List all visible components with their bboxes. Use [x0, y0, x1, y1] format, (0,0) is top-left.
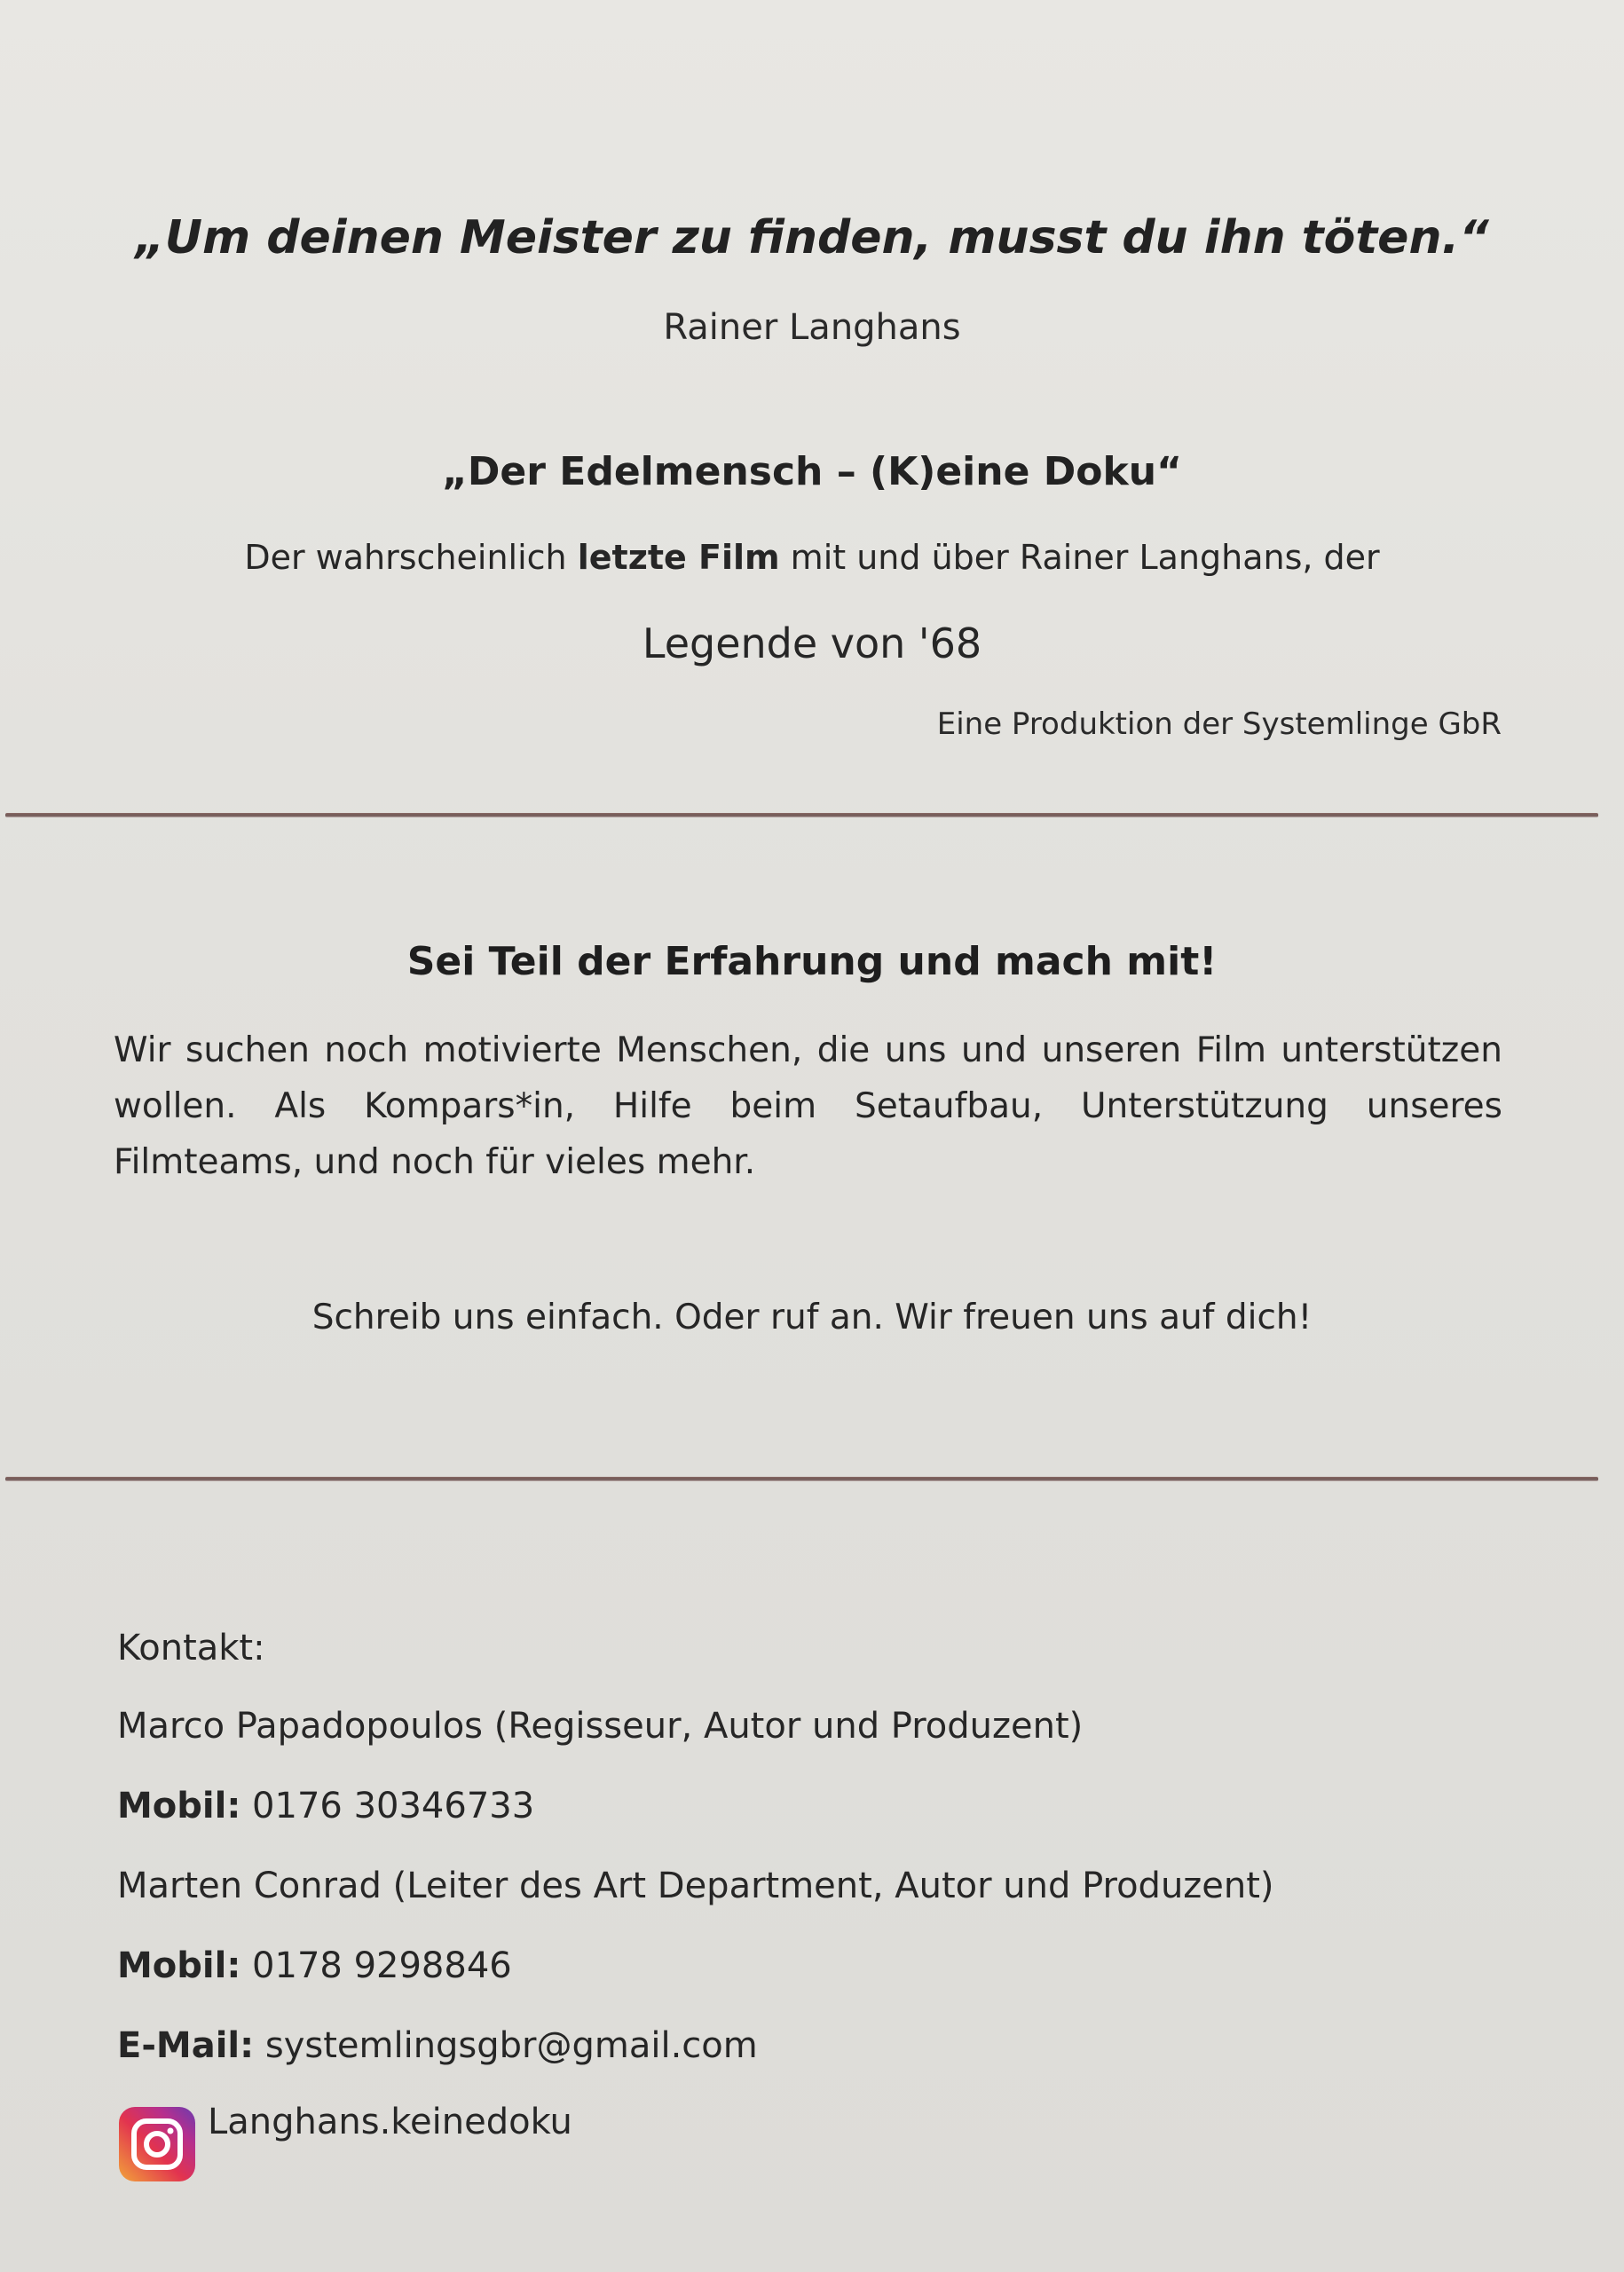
contact-email — [117, 2025, 758, 2066]
instagram-handle[interactable]: Langhans.keinedoku — [208, 2102, 572, 2142]
instagram-icon[interactable] — [119, 2107, 195, 2181]
email-label: E-Mail: — [117, 2025, 255, 2066]
quote-text: „Um deinen Meister zu finden, musst du ihn töten.“ — [135, 211, 1489, 264]
section-divider-bottom — [5, 1477, 1598, 1481]
instagram-glyph — [119, 2107, 195, 2181]
section-divider-top — [5, 813, 1598, 817]
film-description — [0, 538, 1624, 577]
contact-person-1: Marco Papadopoulos (Regisseur, Autor und Produzent) — [117, 1706, 1084, 1747]
legend-line: Legende von '68 — [642, 619, 982, 667]
cta-body: Wir suchen noch motivierte Menschen, die uns und unseren Film unterstützen wollen. Als Kompars*in, Hilfe beim Setaufbau, Unterstützung unseres Filmteams, und noch für vieles mehr. — [114, 1030, 1502, 1182]
cta-title: Sei Teil der Erfahrung und mach mit! — [406, 939, 1218, 984]
email-address[interactable]: systemlingsgbr@gmail.com — [254, 2025, 758, 2066]
film-description-part1: Der wahrscheinlich — [244, 538, 578, 577]
mobile-label: Mobil: — [117, 1786, 241, 1826]
mobile-label: Mobil: — [117, 1945, 241, 1986]
film-description-part2: mit und über Rainer Langhans, der — [779, 538, 1380, 577]
cta-note: Schreib uns einfach. Oder ruf an. Wir freuen uns auf dich! — [311, 1298, 1313, 1337]
contact-heading: Kontakt: — [117, 1628, 265, 1668]
mobile-number-1[interactable]: 0176 30346733 — [240, 1786, 535, 1826]
quote-author: Rainer Langhans — [663, 307, 961, 348]
mobile-number-2[interactable]: 0178 9298846 — [240, 1945, 512, 1986]
contact-person-2: Marten Conrad (Leiter des Art Department, Autor und Produzent) — [117, 1866, 1274, 1906]
film-description-bold: letzte Film — [577, 538, 780, 577]
production-credit: Eine Produktion der Systemlinge GbR — [936, 706, 1502, 742]
contact-mobile-1 — [117, 1786, 534, 1826]
contact-mobile-2 — [117, 1945, 512, 1986]
film-title: „Der Edelmensch – (K)eine Doku“ — [441, 449, 1182, 494]
